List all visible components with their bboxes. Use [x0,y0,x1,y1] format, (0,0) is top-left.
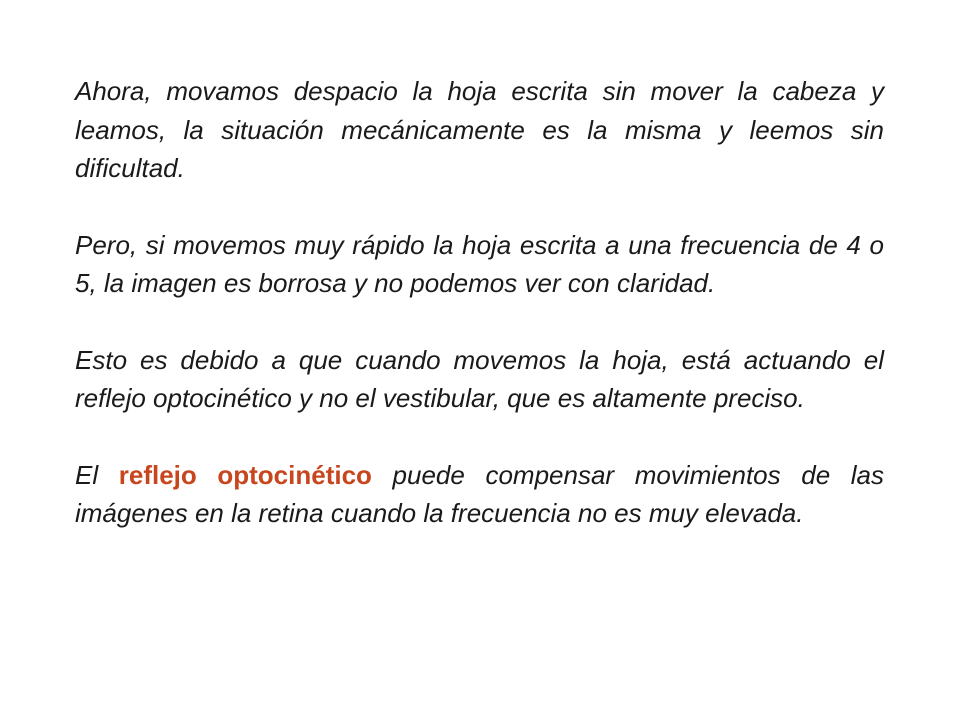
paragraph-4-lead: El [75,459,119,490]
paragraph-4-rest: puede compensar movimientos de las imágenes en la retina cuando la frecuencia no es muy elevada. [75,459,885,528]
paragraph-2: Pero, si movemos muy rápido la hoja escrita a una frecuencia de 4 o 5, la imagen es borrosa y no podemos ver con claridad. [75,229,884,298]
slide-body [75,72,884,533]
paragraph-1: Ahora, movamos despacio la hoja escrita sin mover la cabeza y leamos, la situación mecánicamente es la misma y leemos sin dificultad. [75,76,884,183]
highlighted-term: reflejo optocinético [118,459,372,490]
paragraph-4 [75,456,884,533]
paragraph-3: Esto es debido a que cuando movemos la hoja, está actuando el reflejo optocinético y no el vestibular, que es altamente preciso. [75,344,884,413]
